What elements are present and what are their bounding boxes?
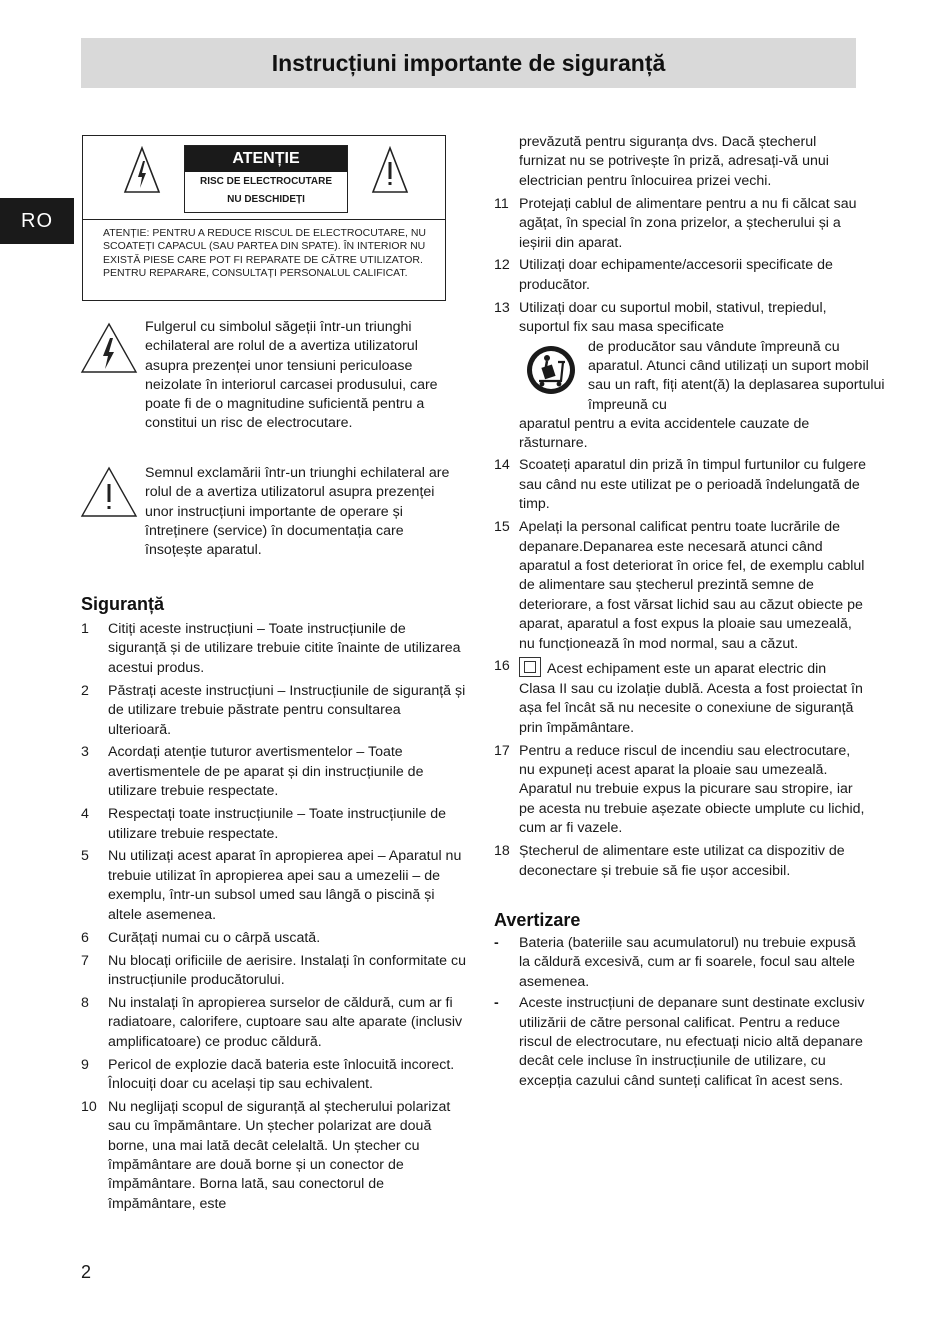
caution-line-2: NU DESCHIDEȚI [227,194,305,205]
item-text: Nu utilizați acest aparat în apropierea apei – Aparatul nu trebuie utilizat în apropierea apei sau a umezelii – de exemplu, într-un subsol umed sau lângă o piscină și altele asemenea. [108,848,462,923]
item-text: Aceste instrucțiuni de depanare sunt destinate exclusiv utilizării de către personal calificat. Pentru a reduce riscul de electrocutare, nu efectuați nicio altă depanare decât cele incluse în instrucțiunile de utilizare, cu excepția cazului când sunteți calificat în acest sens. [519,995,865,1089]
item-number: 17 [494,742,510,759]
cart-tipover-icon [525,344,577,396]
item-number: 6 [81,929,89,946]
item-number: 9 [81,1056,89,1073]
list-item [494,742,866,839]
list-item [494,842,866,881]
item-number: 1 [81,621,89,637]
item-number: 8 [81,994,89,1011]
warning-box [82,135,446,301]
right-column [494,133,885,1093]
item-number: 5 [81,848,89,865]
item-text: Respectați toate instrucțiunile – Toate instrucțiunile de utilizare trebuie respectate. [108,806,447,842]
list-item [81,847,466,925]
list-item [81,743,466,801]
warning-box-divider [83,219,445,220]
item-text: Nu instalați în apropierea surselor de căldură, cum ar fi radiatoare, calorifere, cuptoare sau alte aparate (inclusiv amplificatoare) ce produc căldură. [108,994,463,1050]
item-text: Utilizați doar echipamente/accesorii specificate de producător. [519,257,833,293]
item-text-tail: aparatul pentru a evita accidentele cauzate de răsturnare. [519,415,810,451]
list-item [81,994,466,1052]
item-text: Apelați la personal calificat pentru toate lucrările de depanare.Depanarea este necesară atunci când aparatul a fost deteriorat în orice fel, de exemplu cablul de alimentare sau ștecherul prezintă semne de deteriorare, a fost vărsat lichid sau au căzut obiecte pe aparat, aparatul a fost expus la ploaie sau umezeală, nu funcționează în mod normal, sau a căzut. [519,519,865,652]
item-text: Acordați atenție tuturor avertismentelor – Toate avertismentele de pe aparat și din instrucțiunile de utilizare trebuie respectate. [108,744,424,800]
item-text: Scoateți aparatul din priză în timpul furtunilor cu fulgere sau când nu este utilizat pe o perioadă îndelungată de timp. [519,457,866,513]
item-text: Utilizați doar cu suportul mobil, stativul, trepiedul, suportul fix sau masa specificate [519,299,827,336]
item-text: Ștecherul de alimentare este utilizat ca dispozitiv de deconectare și trebuie să fie ușor accesibil. [519,843,845,879]
exclamation-symbol-text: Semnul exclamării într-un triunghi echilateral are rolul de a avertiza utilizatorul asupra prezenței unor instrucțiuni importante de operare și întreținere (service) în documentația care însoțește aparatul. [145,465,450,559]
list-item [81,929,466,948]
item-text: Pericol de explozie dacă bateria este înlocuită incorect. Înlocuiți doar cu același tip sau echivalent. [108,1056,455,1092]
list-item [494,256,866,295]
list-item [494,518,866,654]
safety-list [81,620,466,1218]
list-item [494,994,866,1091]
item-number: 16 [494,658,510,675]
item-text: Pentru a reduce riscul de incendiu sau electrocutare, nu expuneți acest aparat la ploaie sau umezeală. Aparatul nu trebuie expus la picurare sau stropire, iar pe acesta nu trebuie așezate obiecte umplute cu lichid, cum ar fi vazele. [519,742,865,837]
list-item [494,456,866,514]
lightning-triangle-icon [80,322,138,374]
list-item [81,1056,466,1095]
item-number: 14 [494,457,510,474]
dash-bullet: - [494,995,499,1012]
item-number: 2 [81,682,89,699]
item-text: Curățați numai cu o cârpă uscată. [108,929,321,946]
lightning-symbol-explanation [80,318,460,453]
item-number: 15 [494,519,510,536]
dash-bullet: - [494,934,499,951]
exclamation-triangle-icon [371,146,409,194]
caution-title: ATENȚIE [185,146,347,172]
language-tab: RO [0,198,74,244]
list-item-continuation [494,133,866,191]
lightning-triangle-icon [123,146,161,194]
item-text-wrapped: de producător sau vândute împreună cu aparatul. Atunci când utilizați un suport mobil sau un raft, fiți atent(ă) la deplasarea suportului împreună cu [588,338,885,413]
lightning-symbol-text: Fulgerul cu simbolul săgeții într-un triunghi echilateral are rolul de a avertiza utilizatorul asupra prezenței unor tensiuni periculoase neizolate în interiorul carcasei produsului, care poate fi de o magnitudine suficientă pentru a constitui un risc de electrocutare. [145,319,438,432]
title-bar [81,38,856,88]
item-text: Păstrați aceste instrucțiuni – Instrucțiunile de siguranță și de utilizare trebuie păstrate pentru consultarea ulterioară. [108,682,466,738]
warning-box-header [83,136,445,219]
list-item [494,934,866,992]
list-item [81,620,466,678]
item-number: 12 [494,257,510,274]
item-number: 4 [81,806,89,823]
item-number: 10 [81,1098,97,1115]
class-ii-double-insulation-icon [519,657,541,677]
item-number: 3 [81,744,89,761]
list-item [81,1098,466,1214]
page-number: 2 [81,1262,92,1282]
list-item [494,299,885,454]
item-text: Nu neglijați scopul de siguranță al ștecherului polarizat sau cu împământare. Un ștecher polarizat are două borne, una mai lată decât celelaltă. Un ștecher cu împământare are două borne și un conector de împământare. Borna lată, sau conectorul de împământare, este [108,1098,451,1212]
caution-line-1: RISC DE ELECTROCUTARE [199,176,333,187]
item-number: 13 [494,299,510,316]
item-number: 18 [494,843,510,860]
item-text: Protejați cablul de alimentare pentru a nu fi călcat sau agățat, în special în zona prizelor, a ștecherului și a ieșirii din aparat. [519,195,857,251]
item-text: Nu blocați orificiile de aerisire. Instalați în conformitate cu instrucțiunile producătorului. [108,952,466,988]
item-text: prevăzută pentru siguranța dvs. Dacă ștecherul furnizat nu se potrivește în priză, adresați-vă unui electrician pentru înlocuirea prizei vechi. [519,134,829,189]
list-item [81,682,466,740]
list-item [81,952,466,991]
item-text: Acest echipament este un aparat electric din Clasa II sau cu izolație dublă. Acesta a fost proiectat în așa fel încât să nu necesite o conexiune de siguranță prin împământare. [519,661,863,736]
item-text: Citiți aceste instrucțiuni – Toate instrucțiunile de siguranță și de utilizare trebuie citite înainte de utilizarea acestui produs. [108,621,461,676]
cart-warning-block [519,338,885,415]
list-item [494,195,866,253]
item-number: 11 [494,195,509,212]
warning-box-text: ATENȚIE: PENTRU A REDUCE RISCUL DE ELECTROCUTARE, NU SCOATEȚI CAPACUL (SAU PARTEA DIN SPATE). ÎN INTERIOR NU EXISTĂ PIESE CARE POT FI REPARATE DE CĂTRE UTILIZATOR. PENTRU REPARARE, CONSULTAȚI PERSONALUL CALIFICAT. [103,227,427,280]
page-title: Instrucțiuni importante de siguranță [271,50,666,76]
caution-label [184,145,348,213]
list-item [81,805,466,844]
list-item [494,657,866,738]
item-number: 7 [81,952,89,969]
exclamation-symbol-explanation [80,464,460,579]
warning-heading: Avertizare [494,909,581,930]
safety-heading: Siguranță [81,594,165,614]
item-text: Bateria (bateriile sau acumulatorul) nu trebuie expusă la căldură excesivă, cum ar fi soarele, focul sau altele asemenea. [519,934,856,990]
exclamation-triangle-icon [80,466,138,518]
